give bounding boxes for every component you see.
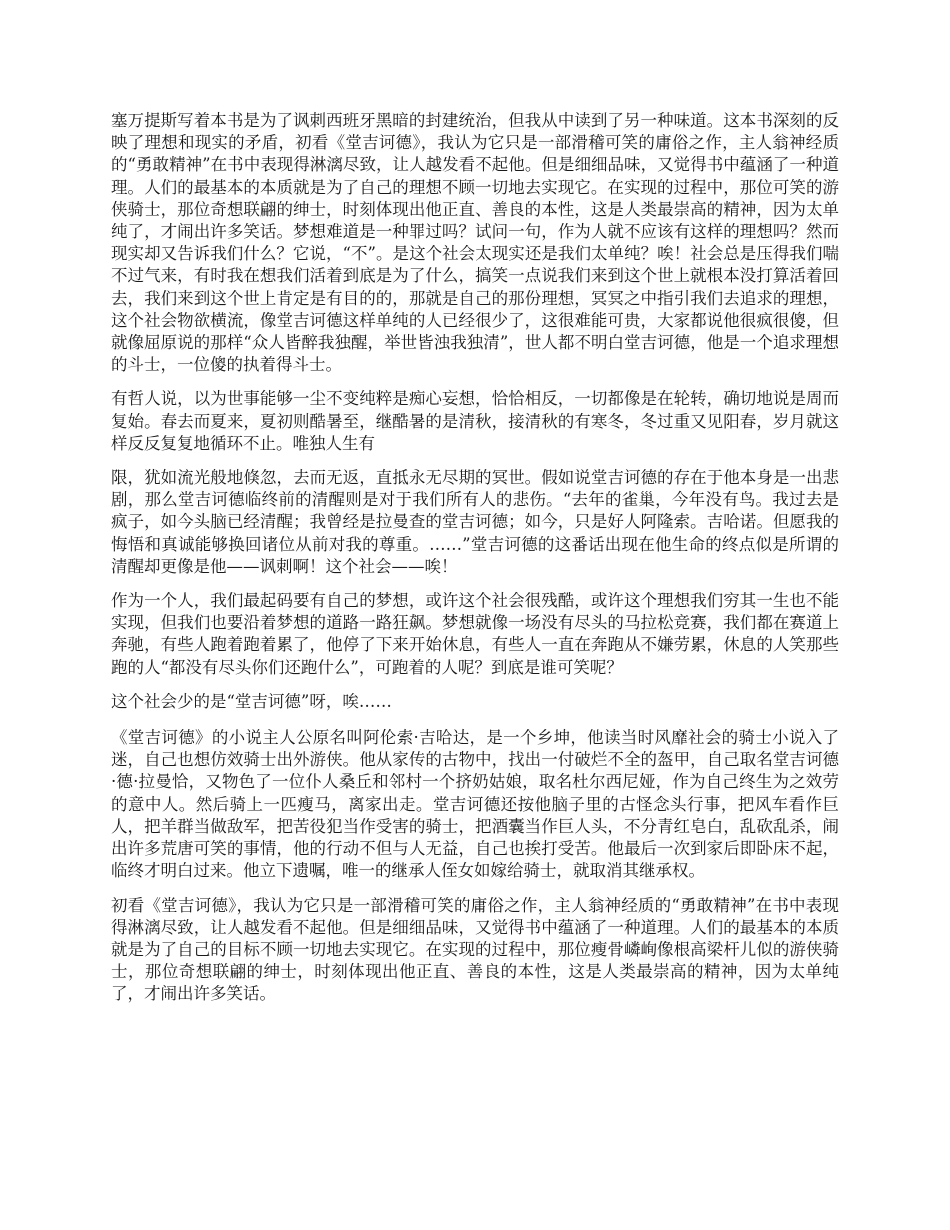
paragraph-5: 这个社会少的是“堂吉诃德”呀，唉…… (111, 691, 392, 711)
paragraph-3: 限，犹如流光般地倏忽，去而无返，直抵永无尽期的冥世。假如说堂吉诃德的存在于他本身是一出悲剧，那么堂吉诃德临终前的清醒则是对于我们所有人的悲伤。“去年的雀巢，今年没有鸟。我过去是疯子，如今头脑已经清醒；我曾经是拉曼查的堂吉诃德；如今，只是好人阿隆索。吉哈诺。但愿我的悔悟和真诚能够换回诸位从前对我的尊重。……”堂吉诃德的这番话出现在他生命的终点似是所谓的清醒却更像是他——讽刺啊！这个社会——唉！ (111, 468, 839, 576)
paragraph-7: 初看《堂吉诃德》，我认为它只是一部滑稽可笑的庸俗之作，主人翁神经质的“勇敢精神”在书中表现得淋漓尽致，让人越发看不起他。但是细细品味，又觉得书中蕴涵了一种道理。人们的最基本的本质就是为了自己的目标不顾一切地去实现它。在实现的过程中，那位瘦骨嶙峋像根高梁杆儿似的游侠骑士，那位奇想联翩的绅士，时刻体现出他正直、善良的本性，这是人类最崇高的精神，因为太单纯了，才闹出许多笑话。 (111, 895, 839, 1004)
paragraph-6: 《堂吉诃德》的小说主人公原名叫阿伦索·吉哈达，是一个乡坤，他读当时风靡社会的骑士小说入了迷，自己也想仿效骑士出外游侠。他从家传的古物中，找出一付破烂不全的盔甲，自己取名堂吉诃德·德·拉曼恰，又物色了一位仆人桑丘和邻村一个挤奶姑娘，取名杜尔西尼娅，作为自己终生为之效劳的意中人。然后骑上一匹瘦马，离家出走。堂吉诃德还按他脑子里的古怪念头行事，把风车看作巨人，把羊群当做敌军，把苦役犯当作受害的骑士，把酒囊当作巨人头，不分青红皂白，乱砍乱杀，闹出许多荒唐可笑的事情，他的行动不但与人无益，自己也挨打受苦。他最后一次到家后即卧床不起，临终才明白过来。他立下遗嘱，唯一的继承人侄女如嫁给骑士，就取消其继承权。 (111, 728, 839, 881)
paragraph-2: 有哲人说，以为世事能够一尘不变纯粹是痴心妄想，恰恰相反，一切都像是在轮转，确切地说是周而复始。春去而夏来，夏初则酷暑至，继酷暑的是清秋，接清秋的有寒冬，冬过重又见阳春，岁月就这样反反复复地循环不止。唯独人生有 (111, 389, 839, 453)
paragraph-1: 塞万提斯写着本书是为了讽刺西班牙黑暗的封建统治，但我从中读到了另一种味道。这本书深刻的反映了理想和现实的矛盾，初看《堂吉诃德》，我认为它只是一部滑稽可笑的庸俗之作，主人翁神经质的“勇敢精神”在书中表现得淋漓尽致，让人越发看不起他。但是细细品味，又觉得书中蕴涵了一种道理。人们的最基本的本质就是为了自己的理想不顾一切地去实现它。在实现的过程中，那位可笑的游侠骑士，那位奇想联翩的绅士，时刻体现出他正直、善良的本性，这是人类最崇高的精神，因为太单纯了，才闹出许多笑话。梦想难道是一种罪过吗？试问一句，作为人就不应该有这样的理想吗？然而现实却又告诉我们什么？它说，“不”。是这个社会太现实还是我们太单纯？唉！社会总是压得我们喘不过气来，有时我在想我们活着到底是为了什么，搞笑一点说我们来到这个世上就根本没打算活着回去，我们来到这个世上肯定是有目的的，那就是自己的那份理想，冥冥之中指引我们去追求的理想，这个社会物欲横流，像堂吉诃德这样单纯的人已经很少了，这很难能可贵，大家都说他很疯很傻，但就像屈原说的那样“众人皆醉我独醒，举世皆浊我独清”，世人都不明白堂吉诃德，他是一个追求理想的斗士，一位傻的执着得斗士。 (111, 111, 839, 375)
paragraph-4: 作为一个人，我们最起码要有自己的梦想，或许这个社会很残酷，或许这个理想我们穷其一生也不能实现，但我们也要沿着梦想的道路一路狂飙。梦想就像一场没有尽头的马拉松竞赛，我们都在赛道上奔驰，有些人跑着跑着累了，他停了下来开始休息，有些人一直在奔跑从不嫌劳累，休息的人笑那些跑的人“都没有尽头你们还跑什么”，可跑着的人呢？到底是谁可笑呢？ (111, 591, 839, 677)
document-body (111, 110, 839, 1018)
